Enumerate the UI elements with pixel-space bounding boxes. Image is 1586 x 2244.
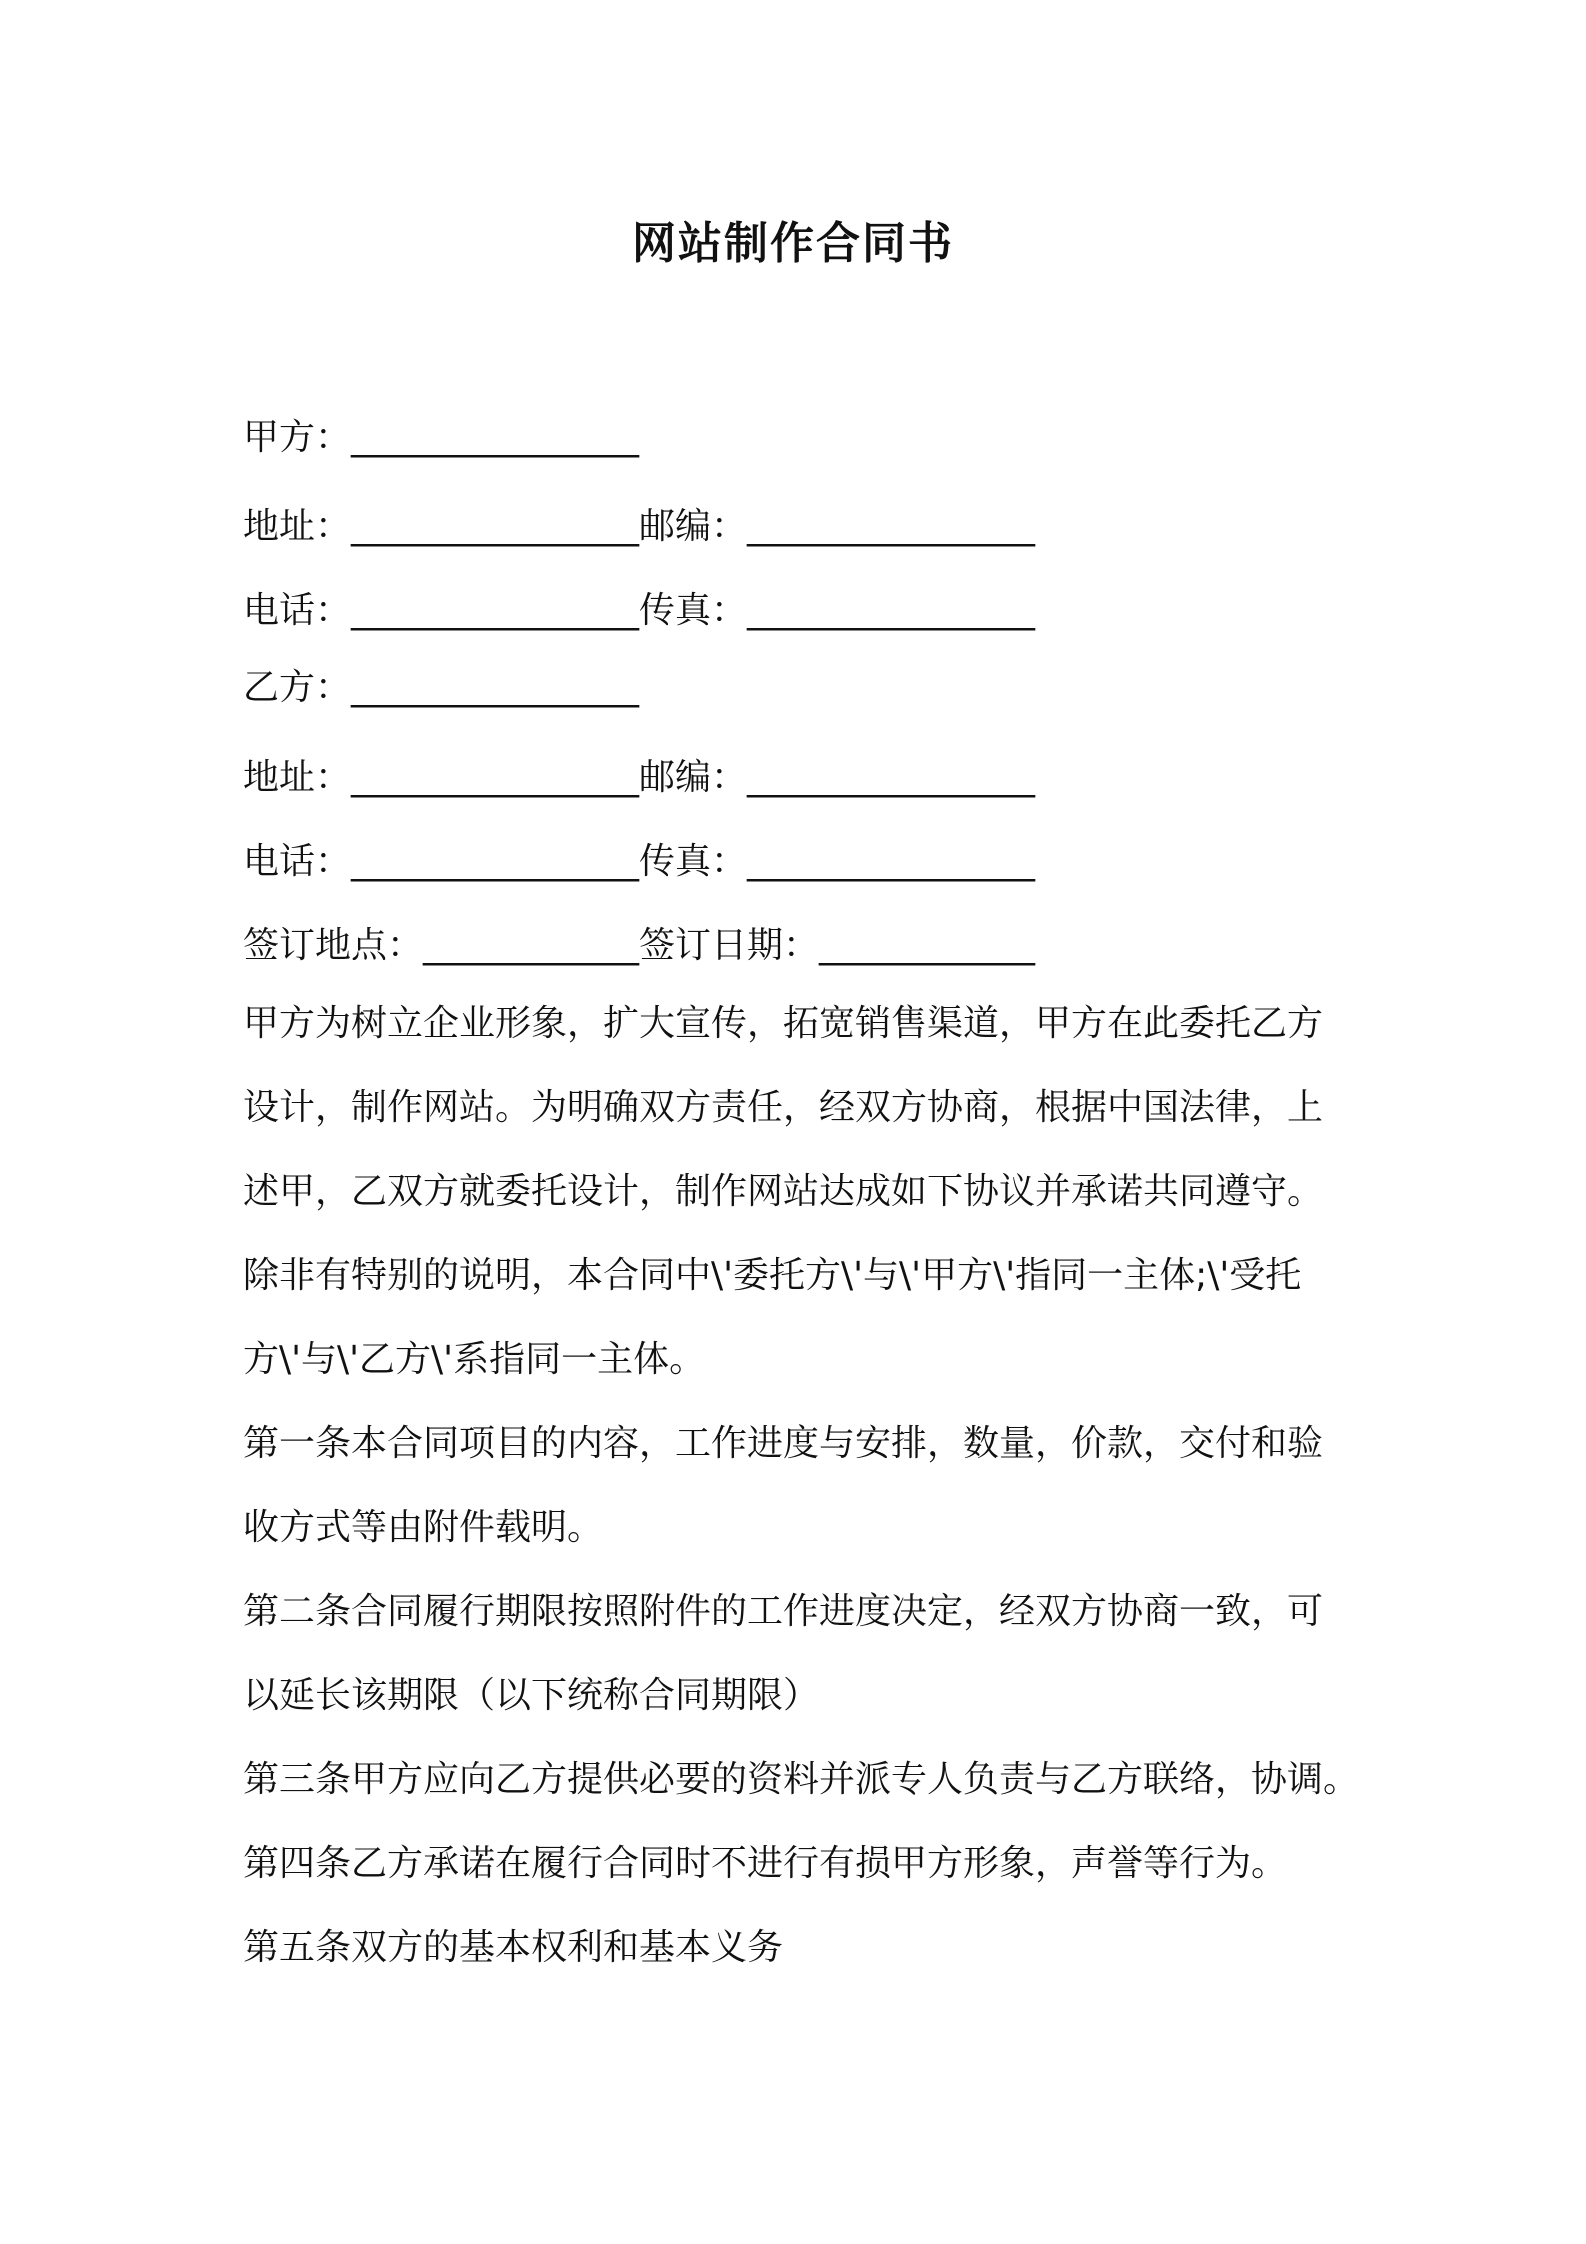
party-a-address-line [243,503,1035,551]
party-b-address-field: 地址：________________ [243,757,640,798]
party-b-name-field: 乙方：________________ [243,667,640,708]
party-b-name-line [243,664,639,712]
body-line: 除非有特别的说明，本合同中\'委托方\'与\'甲方\'指同一主体;\'受托 [243,1255,1302,1296]
clause-5-line: 第五条双方的基本权利和基本义务 [243,1927,784,1968]
body-line: 方\'与\'乙方\'系指同一主体。 [243,1339,706,1380]
clause-2-line: 以延长该期限（以下统称合同期限） [243,1675,820,1716]
signing-line [243,922,1035,970]
party-b-fax-field: 传真：________________ [639,841,1036,882]
party-a-phone-line [243,587,1035,635]
document-title: 网站制作合同书 [632,218,954,269]
party-a-fax-field: 传真：________________ [639,590,1036,631]
party-b-phone-field: 电话：________________ [243,841,640,882]
body-line: 设计，制作网站。为明确双方责任，经双方协商，根据中国法律，上 [243,1087,1324,1128]
signing-place-field: 签订地点：____________ [243,925,640,966]
party-a-address-field: 地址：________________ [243,506,640,547]
clause-1-line: 收方式等由附件载明。 [243,1507,604,1548]
party-a-postcode-field: 邮编：________________ [639,506,1036,547]
signing-date-field: 签订日期：____________ [639,925,1036,966]
party-b-address-line [243,754,1035,802]
party-b-phone-line [243,838,1035,886]
party-a-name-field: 甲方：________________ [243,417,640,458]
body-line: 述甲，乙双方就委托设计，制作网站达成如下协议并承诺共同遵守。 [243,1171,1324,1212]
clause-4-line: 第四条乙方承诺在履行合同时不进行有损甲方形象，声誉等行为。 [243,1843,1288,1884]
party-b-postcode-field: 邮编：________________ [639,757,1036,798]
clause-2-line: 第二条合同履行期限按照附件的工作进度决定，经双方协商一致，可 [243,1591,1324,1632]
body-line: 甲方为树立企业形象，扩大宣传，拓宽销售渠道，甲方在此委托乙方 [243,1003,1324,1044]
party-a-phone-field: 电话：________________ [243,590,640,631]
clause-3-line: 第三条甲方应向乙方提供必要的资料并派专人负责与乙方联络，协调。 [243,1759,1360,1800]
party-a-name-line [243,414,639,462]
clause-1-line: 第一条本合同项目的内容，工作进度与安排，数量，价款，交付和验 [243,1423,1324,1464]
